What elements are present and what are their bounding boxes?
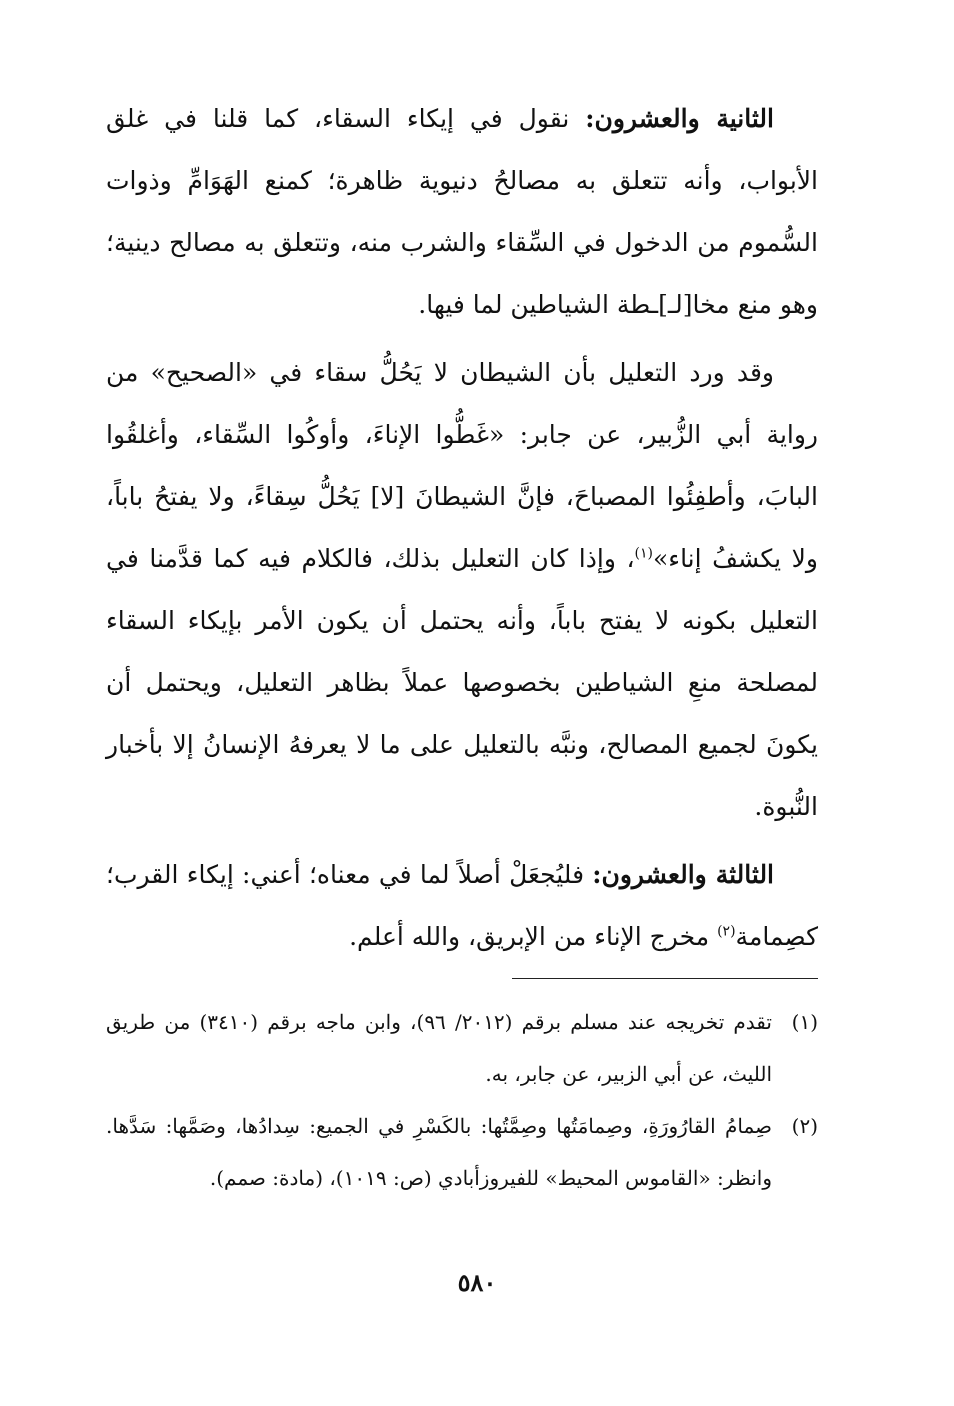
footnote-ref-2: (٢) bbox=[717, 923, 736, 940]
page-number: ٥٨٠ bbox=[457, 1268, 497, 1297]
footnote-text: تقدم تخريجه عند مسلم برقم (٢٠١٢/ ٩٦)، وابن ماجه برقم (٣٤١٠) من طريق الليث، عن أبي الزبير، عن جابر، به. bbox=[106, 1010, 772, 1086]
footnote-number: (١) bbox=[791, 1010, 818, 1034]
paragraph-body: وقد ورد التعليل بأن الشيطان لا يَحُلُّ سقاء في «الصحيح» من رواية أبي الزُّبير، عن جابر: «غَطُّوا الإناءَ، وأوكُوا السِّقاء، وأغلقُوا البابَ، وأطفِئُوا المصباحَ، فإنَّ الشيطانَ [لا] يَحُلُّ سِقاءً، ولا يفتحُ باباً، ولا يكشفُ إناء» bbox=[106, 358, 818, 573]
paragraph-body: نقول في إيكاء السقاء، كما قلنا في غلق الأبواب، وأنه تتعلق به مصالحُ دنيوية ظاهرة؛ كمنع الهَوَامِّ وذوات السُّموم من الدخول في السِّقاء والشرب منه، وتتعلق به مصالح دينية؛ وهو منع مخا[لـ]ـطة الشياطين لما فيها. bbox=[106, 104, 818, 319]
footnote-1 bbox=[106, 996, 818, 1100]
paragraph-22 bbox=[106, 88, 818, 336]
footnote-text: صِمامُ القارُورَةِ، وصِمامَتُها وصِمَّتُها: بالكَسْرِ في الجميع: سِدادُها، وصَمَّها: سَدَّها. وانظر: «القاموس المحيط» للفيروزأبادي (ص: ١٠١٩)، (مادة: صمم). bbox=[106, 1114, 772, 1190]
paragraph-body-continued: ، وإذا كان التعليل بذلك، فالكلام فيه كما قدَّمنا في التعليل بكونه لا يفتح باباً، وأنه يحتمل أن يكون الأمر بإيكاء السقاء لمصلحة منعِ الشياطين بخصوصها عملاً بظاهر التعليل، ويحتمل أن يكونَ لجميع المصالح، ونبَّه بالتعليل على ما لا يعرفهُ الإنسانُ إلا بأخبار النُّبوة. bbox=[106, 544, 818, 821]
footnote-2 bbox=[106, 1100, 818, 1204]
footnote-divider bbox=[512, 978, 818, 979]
paragraph-23 bbox=[106, 844, 818, 968]
footnote-ref-1: (١) bbox=[634, 545, 654, 562]
main-text bbox=[106, 88, 818, 974]
footnotes bbox=[106, 996, 818, 1204]
paragraph-hadith bbox=[106, 342, 818, 838]
paragraph-body-continued: مخرج الإناء من الإبريق، والله أعلم. bbox=[349, 922, 718, 951]
paragraph-heading: الثالثة والعشرون: bbox=[592, 860, 775, 889]
footnote-number: (٢) bbox=[791, 1114, 818, 1138]
paragraph-body: فليُجعَلْ أصلاً لما في معناه؛ أعني: إيكاء القرب؛ كصِمامة bbox=[106, 860, 818, 951]
paragraph-heading: الثانية والعشرون: bbox=[585, 104, 774, 133]
